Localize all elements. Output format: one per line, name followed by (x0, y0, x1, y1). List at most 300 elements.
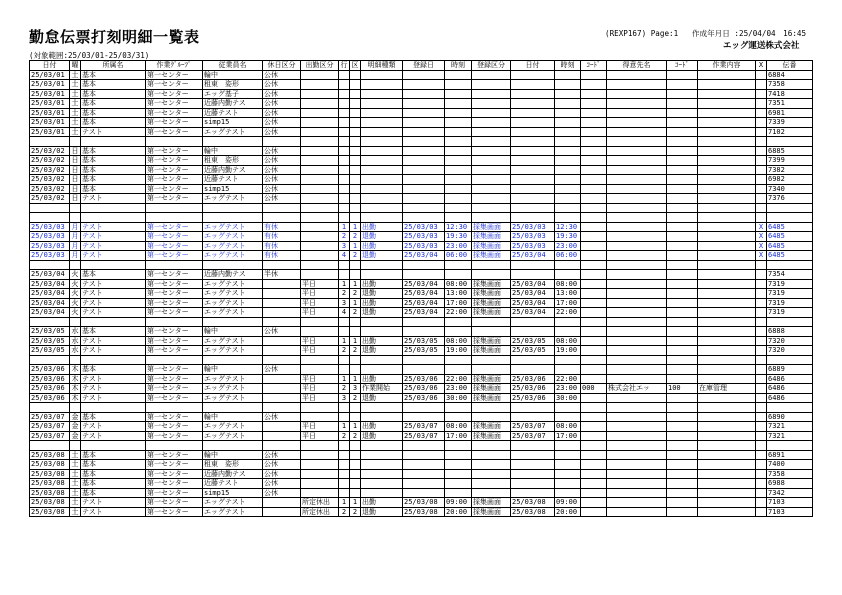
col-date2-cell (511, 355, 555, 365)
col-code-cell (581, 431, 607, 441)
col-x-cell (756, 260, 767, 270)
col-customer-cell (607, 393, 667, 403)
col-customer-cell (607, 222, 667, 232)
col-reg-type-cell (472, 270, 511, 280)
col-code2-cell (667, 488, 698, 498)
col-date-cell: 25/03/01 (30, 127, 70, 137)
col-holiday-type-cell: 公休 (263, 365, 301, 375)
col-kind-cell (350, 260, 361, 270)
col-date-cell: 25/03/06 (30, 365, 70, 375)
col-date2-cell: 25/03/04 (511, 251, 555, 261)
col-reg-type-cell: 採集画面 (472, 498, 511, 508)
col-holiday-type-cell: 公休 (263, 165, 301, 175)
col-attendance-type-cell: 平日 (301, 384, 339, 394)
col-work-group-cell: 第一センター (146, 146, 203, 156)
col-time2-cell: 08:00 (555, 336, 581, 346)
col-reg-date-cell: 25/03/04 (403, 251, 445, 261)
col-work-group-cell: 第一センター (146, 422, 203, 432)
col-holiday-type-cell: 公休 (263, 194, 301, 204)
col-work-group-cell: 第一センター (146, 80, 203, 90)
col-code2-cell (667, 146, 698, 156)
table-row (30, 298, 813, 308)
col-date2-cell (511, 137, 555, 147)
col-slip-no-cell: 6486 (767, 384, 813, 394)
col-work-cell (698, 374, 756, 384)
col-date-cell: 25/03/01 (30, 89, 70, 99)
col-customer-cell (607, 507, 667, 517)
col-work-group-cell: 第一センター (146, 431, 203, 441)
col-weekday-cell: 日 (71, 156, 79, 164)
col-time2-cell (555, 270, 581, 280)
col-detail-type-cell: 退勤 (361, 232, 403, 242)
col-x-cell (756, 460, 767, 470)
col-code2-cell (667, 156, 698, 166)
col-line-cell (339, 412, 350, 422)
col-customer-cell (607, 203, 667, 213)
col-detail-type-cell (361, 89, 403, 99)
col-reg-time-cell: 23:00 (445, 384, 472, 394)
col-detail-type-cell (361, 156, 403, 166)
col-date-cell (30, 441, 70, 451)
col-holiday-type-cell: 公休 (263, 412, 301, 422)
col-kind-cell (350, 137, 361, 147)
col-customer-cell (607, 422, 667, 432)
col-employee-cell: 租東 姿形 (203, 156, 263, 166)
col-attendance-type-cell (301, 156, 339, 166)
col-customer-cell (607, 355, 667, 365)
col-department-cell: テスト (81, 393, 146, 403)
col-department-cell: 基本 (81, 412, 146, 422)
col-work-cell (698, 108, 756, 118)
col-detail-type-cell: 出勤 (361, 498, 403, 508)
col-date2-cell (511, 441, 555, 451)
col-code2-cell (667, 260, 698, 270)
col-time2-cell (555, 156, 581, 166)
col-slip-no-cell: 7400 (767, 460, 813, 470)
col-employee-cell: エッグテスト (203, 127, 263, 137)
col-code-cell (581, 422, 607, 432)
col-slip-no-cell: 6884 (767, 70, 813, 80)
col-work-cell (698, 403, 756, 413)
col-work-group-cell: 第一センター (146, 308, 203, 318)
col-detail-type-cell: 出勤 (361, 279, 403, 289)
col-employee-cell: エッグテスト (203, 194, 263, 204)
col-date2-cell (511, 156, 555, 166)
col-reg-type-cell (472, 317, 511, 327)
col-date-cell (30, 355, 70, 365)
col-customer-cell (607, 441, 667, 451)
col-code2-cell (667, 279, 698, 289)
col-slip-no-cell: 7342 (767, 488, 813, 498)
col-employee-cell: 租東 姿形 (203, 460, 263, 470)
table-row (30, 232, 813, 242)
col-code-cell (581, 194, 607, 204)
col-reg-time-cell (445, 118, 472, 128)
col-department-cell: 基本 (81, 175, 146, 185)
col-department-cell: 基本 (81, 479, 146, 489)
col-reg-time-cell: 19:30 (445, 232, 472, 242)
col-date2-cell (511, 165, 555, 175)
col-weekday-header: 曜 (71, 61, 79, 69)
col-code2-header: ｺｰﾄﾞ (667, 61, 698, 71)
col-detail-type-cell (361, 469, 403, 479)
col-employee-cell: エッグテスト (203, 374, 263, 384)
col-code2-cell (667, 241, 698, 251)
col-reg-date-cell (403, 127, 445, 137)
col-detail-type-cell: 出勤 (361, 241, 403, 251)
col-attendance-type-cell: 平日 (301, 289, 339, 299)
col-code-cell (581, 184, 607, 194)
col-work-cell (698, 317, 756, 327)
col-reg-date-cell (403, 213, 445, 223)
col-x-cell (756, 355, 767, 365)
col-code-cell (581, 479, 607, 489)
col-date-cell: 25/03/02 (30, 175, 70, 185)
col-reg-type-cell (472, 355, 511, 365)
col-kind-cell (350, 469, 361, 479)
col-slip-no-cell: 6485 (767, 222, 813, 232)
col-department-cell: 基本 (81, 156, 146, 166)
col-detail-type-cell: 退勤 (361, 308, 403, 318)
col-reg-type-cell (472, 479, 511, 489)
col-employee-cell: 輪中 (203, 327, 263, 337)
col-work-cell (698, 450, 756, 460)
col-detail-type-cell (361, 460, 403, 470)
col-department-cell: テスト (81, 346, 146, 356)
col-line-cell (339, 441, 350, 451)
col-date-cell: 25/03/08 (30, 469, 70, 479)
col-work-group-cell (146, 403, 203, 413)
col-weekday-cell: 水 (71, 336, 79, 345)
col-weekday-cell (70, 203, 81, 213)
col-holiday-type-cell (263, 213, 301, 223)
col-customer-cell (607, 412, 667, 422)
col-reg-date-cell (403, 156, 445, 166)
col-time2-cell (555, 355, 581, 365)
col-time2-cell (555, 118, 581, 128)
col-work-cell (698, 479, 756, 489)
col-reg-type-cell (472, 412, 511, 422)
col-work-cell (698, 194, 756, 204)
col-code-cell (581, 175, 607, 185)
col-date2-cell: 25/03/04 (511, 289, 555, 299)
col-reg-type-cell (472, 213, 511, 223)
col-slip-no-header: 伝番 (767, 61, 813, 71)
col-customer-cell (607, 279, 667, 289)
col-weekday-cell: 木 (71, 384, 79, 392)
col-x-cell (756, 327, 767, 337)
col-department-cell: 基本 (81, 450, 146, 460)
col-reg-date-cell (403, 403, 445, 413)
col-department-cell: 基本 (81, 365, 146, 375)
col-customer-cell (607, 317, 667, 327)
col-reg-type-cell (472, 488, 511, 498)
col-code-cell (581, 146, 607, 156)
col-x-cell: X (756, 251, 767, 261)
col-weekday-cell: 土 (71, 460, 79, 468)
col-reg-date-cell (403, 327, 445, 337)
col-work-group-cell: 第一センター (146, 194, 203, 204)
col-work-cell (698, 422, 756, 432)
col-code-cell (581, 365, 607, 375)
col-customer-cell (607, 127, 667, 137)
col-code2-cell (667, 137, 698, 147)
col-code-cell (581, 317, 607, 327)
col-work-cell (698, 498, 756, 508)
col-time2-cell: 06:00 (555, 251, 581, 261)
col-date2-cell (511, 403, 555, 413)
col-customer-cell (607, 137, 667, 147)
col-weekday-cell: 土 (71, 488, 79, 497)
col-detail-type-cell (361, 194, 403, 204)
col-x-cell (756, 146, 767, 156)
col-time2-cell (555, 441, 581, 451)
col-reg-time-cell (445, 127, 472, 137)
col-x-cell (756, 156, 767, 166)
table-row (30, 308, 813, 318)
col-detail-type-cell (361, 175, 403, 185)
col-line-cell (339, 203, 350, 213)
col-employee-cell (203, 260, 263, 270)
col-employee-cell: エッグテスト (203, 308, 263, 318)
col-holiday-type-cell (263, 336, 301, 346)
col-employee-cell: エッグテスト (203, 498, 263, 508)
col-reg-time-cell (445, 365, 472, 375)
col-code2-cell (667, 184, 698, 194)
report-meta (605, 28, 806, 39)
col-reg-time-cell: 06:00 (445, 251, 472, 261)
col-code2-cell (667, 298, 698, 308)
col-attendance-type-cell (301, 222, 339, 232)
col-slip-no-cell (767, 355, 813, 365)
col-weekday-cell (70, 213, 81, 223)
col-kind-cell (350, 175, 361, 185)
col-date-cell: 25/03/02 (30, 146, 70, 156)
col-weekday-cell (70, 441, 81, 451)
col-slip-no-cell: 7319 (767, 289, 813, 299)
col-reg-date-cell: 25/03/04 (403, 289, 445, 299)
col-x-cell (756, 450, 767, 460)
col-kind-cell (350, 317, 361, 327)
col-date-cell: 25/03/05 (30, 346, 70, 356)
col-reg-date-cell (403, 80, 445, 90)
col-department-cell: テスト (81, 241, 146, 251)
table-row (30, 469, 813, 479)
col-reg-type-cell (472, 175, 511, 185)
col-code2-cell (667, 507, 698, 517)
col-reg-time-cell (445, 270, 472, 280)
col-kind-cell (350, 127, 361, 137)
col-work-cell (698, 232, 756, 242)
col-date-cell (30, 137, 70, 147)
col-x-cell: X (756, 241, 767, 251)
col-reg-time-cell (445, 146, 472, 156)
col-kind-cell (350, 70, 361, 80)
col-slip-no-cell: 7321 (767, 422, 813, 432)
col-slip-no-cell: 6988 (767, 479, 813, 489)
col-line-cell: 2 (339, 384, 350, 394)
col-date2-cell (511, 99, 555, 109)
col-attendance-type-cell: 平日 (301, 346, 339, 356)
col-date2-cell: 25/03/04 (511, 298, 555, 308)
col-date-cell (30, 317, 70, 327)
col-reg-time-cell (445, 317, 472, 327)
col-attendance-type-cell (301, 213, 339, 223)
col-holiday-type-cell: 半休 (263, 270, 301, 280)
col-kind-cell: 2 (350, 431, 361, 441)
col-reg-time-cell (445, 184, 472, 194)
report-id: (REXP167) (605, 29, 647, 38)
col-attendance-type-cell: 平日 (301, 279, 339, 289)
blank-row (30, 213, 813, 223)
col-customer-cell (607, 298, 667, 308)
col-work-group-cell (146, 137, 203, 147)
col-attendance-type-cell (301, 355, 339, 365)
col-time2-cell (555, 80, 581, 90)
col-work-group-cell: 第一センター (146, 251, 203, 261)
col-line-cell (339, 146, 350, 156)
col-detail-type-cell (361, 479, 403, 489)
col-date-cell: 25/03/04 (30, 270, 70, 280)
col-weekday-cell: 火 (71, 289, 79, 297)
col-code2-cell (667, 251, 698, 261)
col-kind-cell: 1 (350, 498, 361, 508)
col-x-cell (756, 203, 767, 213)
table-row (30, 488, 813, 498)
col-work-group-cell: 第一センター (146, 118, 203, 128)
col-line-cell (339, 127, 350, 137)
col-work-cell (698, 222, 756, 232)
col-employee-cell: エッグテスト (203, 222, 263, 232)
col-reg-date-cell: 25/03/04 (403, 279, 445, 289)
col-customer-cell (607, 289, 667, 299)
col-date2-cell (511, 70, 555, 80)
col-weekday-cell: 土 (71, 108, 79, 117)
col-time2-cell: 19:30 (555, 232, 581, 242)
col-date-cell: 25/03/06 (30, 393, 70, 403)
col-time2-cell (555, 317, 581, 327)
col-x-cell (756, 308, 767, 318)
col-reg-time-cell: 09:00 (445, 498, 472, 508)
col-code-cell (581, 279, 607, 289)
col-customer-cell (607, 99, 667, 109)
col-employee-cell: 近藤内勤テス (203, 99, 263, 109)
col-attendance-type-cell (301, 469, 339, 479)
col-line-cell (339, 194, 350, 204)
col-reg-time-cell (445, 460, 472, 470)
col-reg-date-cell (403, 450, 445, 460)
col-code2-cell (667, 175, 698, 185)
col-time2-cell (555, 108, 581, 118)
table-row (30, 450, 813, 460)
col-reg-time-cell (445, 137, 472, 147)
col-work-group-cell (146, 203, 203, 213)
col-code2-cell (667, 213, 698, 223)
col-customer-cell (607, 184, 667, 194)
col-work-group-cell: 第一センター (146, 336, 203, 346)
col-customer-cell (607, 270, 667, 280)
col-kind-cell (350, 488, 361, 498)
col-code-cell (581, 488, 607, 498)
col-employee-cell: エッグテスト (203, 251, 263, 261)
col-date2-cell (511, 127, 555, 137)
col-line-cell: 1 (339, 279, 350, 289)
col-x-cell (756, 165, 767, 175)
col-date-cell: 25/03/05 (30, 336, 70, 346)
col-work-group-cell: 第一センター (146, 365, 203, 375)
col-department-cell: 基本 (81, 460, 146, 470)
col-detail-type-cell (361, 70, 403, 80)
col-attendance-type-cell (301, 203, 339, 213)
col-reg-type-cell (472, 127, 511, 137)
col-date-cell: 25/03/08 (30, 507, 70, 517)
col-slip-no-cell (767, 260, 813, 270)
col-weekday-cell (70, 403, 81, 413)
col-code-cell (581, 469, 607, 479)
col-x-cell: X (756, 232, 767, 242)
col-x-cell (756, 488, 767, 498)
col-department-cell: テスト (81, 289, 146, 299)
col-holiday-type-cell (263, 346, 301, 356)
col-customer-cell (607, 260, 667, 270)
col-reg-type-cell: 採集画面 (472, 222, 511, 232)
col-reg-type-cell: 採集画面 (472, 507, 511, 517)
blank-row (30, 441, 813, 451)
col-reg-date-cell: 25/03/06 (403, 374, 445, 384)
col-date2-cell (511, 260, 555, 270)
col-code2-cell (667, 460, 698, 470)
col-date-cell: 25/03/03 (30, 251, 70, 261)
col-employee-cell: 近藤テスト (203, 108, 263, 118)
col-weekday-cell: 月 (71, 251, 79, 259)
col-work-group-cell: 第一センター (146, 175, 203, 185)
col-reg-time-cell: 12:30 (445, 222, 472, 232)
col-date-cell (30, 403, 70, 413)
col-code-cell (581, 108, 607, 118)
col-line-cell (339, 469, 350, 479)
col-reg-time-cell: 13:00 (445, 289, 472, 299)
col-detail-type-cell (361, 270, 403, 280)
col-slip-no-cell (767, 441, 813, 451)
col-slip-no-cell: 7103 (767, 507, 813, 517)
col-time2-cell (555, 194, 581, 204)
col-holiday-type-cell (263, 507, 301, 517)
col-code2-cell (667, 80, 698, 90)
col-reg-time-cell: 22:00 (445, 308, 472, 318)
table-row (30, 422, 813, 432)
col-customer-cell (607, 498, 667, 508)
col-weekday-cell: 土 (71, 450, 79, 459)
col-detail-type-cell (361, 99, 403, 109)
col-detail-type-cell (361, 327, 403, 337)
col-holiday-type-cell: 公休 (263, 146, 301, 156)
col-kind-header: 区 (351, 61, 359, 69)
col-line-cell (339, 70, 350, 80)
col-date2-cell: 25/03/05 (511, 346, 555, 356)
col-weekday-cell: 土 (71, 469, 79, 478)
col-x-cell (756, 317, 767, 327)
col-weekday-cell: 火 (71, 308, 79, 316)
blank-row (30, 403, 813, 413)
col-holiday-type-cell (263, 298, 301, 308)
blank-row (30, 203, 813, 213)
col-work-group-cell: 第一センター (146, 393, 203, 403)
col-code-cell (581, 355, 607, 365)
col-weekday-cell: 水 (71, 346, 79, 354)
col-holiday-type-header: 休日区分 (263, 61, 301, 71)
col-employee-cell: エッグテスト (203, 279, 263, 289)
col-date2-cell (511, 317, 555, 327)
